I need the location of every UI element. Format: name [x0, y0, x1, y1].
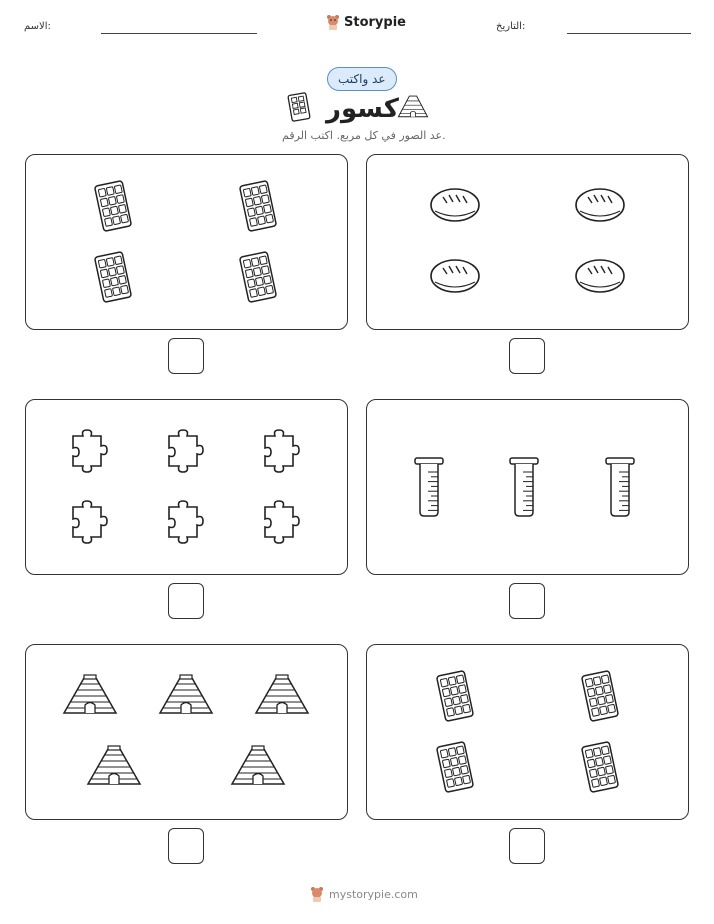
bear-mascot-icon — [310, 886, 324, 902]
bread-loaf-icon — [429, 258, 481, 294]
date-label: التاريخ: — [496, 21, 526, 32]
page-title: كسور — [326, 94, 399, 124]
pyramid-icon — [61, 675, 119, 717]
test-tube-icon — [604, 456, 636, 518]
puzzle-piece-icon — [67, 499, 113, 545]
chocolate-bar-icon — [578, 670, 622, 722]
bread-loaf-icon — [574, 258, 626, 294]
chocolate-bar-icon — [433, 741, 477, 793]
puzzle-piece-icon — [259, 499, 305, 545]
chocolate-bar-icon — [433, 670, 477, 722]
pyramid-icon — [229, 746, 287, 788]
test-tube-icon — [508, 456, 540, 518]
chocolate-bar-icon — [236, 180, 280, 232]
test-tube-icon — [413, 456, 445, 518]
chocolate-bar-icon — [236, 251, 280, 303]
bread-loaf-icon — [574, 187, 626, 223]
footer-url[interactable]: mystorypie.com — [329, 887, 418, 901]
puzzle-piece-icon — [259, 428, 305, 474]
bread-loaf-icon — [429, 187, 481, 223]
pyramid-icon — [85, 746, 143, 788]
chocolate-bar-icon — [91, 251, 135, 303]
chocolate-bar-icon — [91, 180, 135, 232]
brand-name: Storypie — [344, 14, 406, 30]
footer — [310, 886, 418, 902]
chocolate-bar-icon — [578, 741, 622, 793]
name-label: الاسم: — [24, 21, 51, 32]
pyramid-icon — [157, 675, 215, 717]
puzzle-piece-icon — [67, 428, 113, 474]
puzzle-piece-icon — [163, 428, 209, 474]
puzzle-piece-icon — [163, 499, 209, 545]
activity-badge: عد واكتب — [327, 67, 397, 91]
instructions: عد الصور في كل مربع. اكتب الرقم. — [282, 129, 446, 142]
pyramid-icon — [253, 675, 311, 717]
